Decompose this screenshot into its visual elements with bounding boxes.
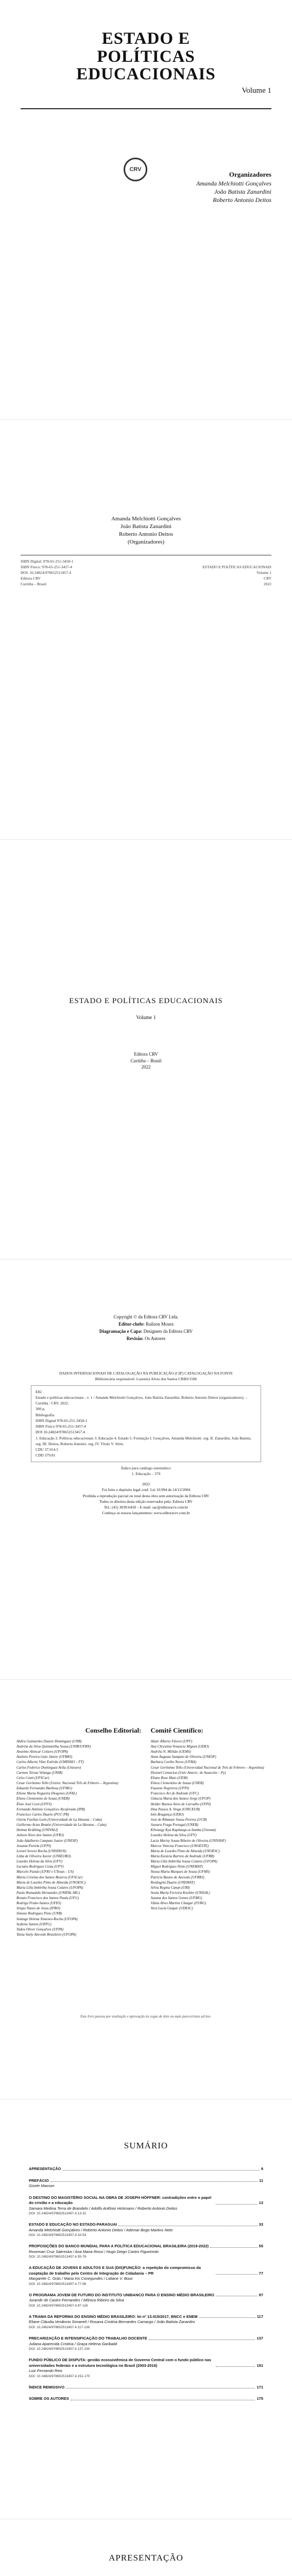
toc-page-number: 11	[259, 2178, 263, 2183]
toc-entry-doi: DOI: 10.24824/978652513457.4.151-170	[29, 2374, 90, 2378]
cover-title-line: POLÍTICAS	[97, 47, 195, 66]
catalog-record: DADOS INTERNACIONAIS DE CATALOGAÇÃO NA PUBLICAÇÃO (CIP) CATALOGAÇÃO NA FONTE Bibliotecária responsável: Luzenira Alves dos Santos CRB9/1506 E82 Estado e políticas educacionais - v. 1 / Amanda Melchiotti Gonçalves, João Batista Zanardini, Roberto Antonio Deitos (organizadores). – Curitiba : CRV, 2022. 300 p. Bibliografia ISBN Digital 978-65-251-3458-1 ISBN Físico 978-65-251-3457-4 DOI 10.24824/978652513457.4 1. Educação 2. Políticas educacionais 3. Educação 4. Estado 5. Formação I. Gonçalves, Amanda Melchiotti. org. II. Zanardini, João Batista. org. III. Deitos, Roberto Antonio. org. IV. Título V. Série. CDU 37.014.5 CDD 379.81 Índice para catálogo sistemático 1. Educação – 379	[31, 1370, 261, 1477]
scientific-committee-column	[151, 1726, 276, 1937]
toc-page-number: 33	[259, 2222, 263, 2227]
toc-entry-doi: DOI: 10.24824/978652513457.4.137-150	[29, 2347, 90, 2351]
copyright-page	[0, 1260, 292, 1680]
toc-entry-head	[29, 2265, 263, 2276]
toc-entry[interactable]	[29, 2385, 263, 2391]
committee-member: Marcos Vinicius Francisco (UNOESTE)	[150, 1843, 209, 1848]
credit-line: Editor-chefe: Railson Moura	[118, 1321, 174, 1327]
toc-entry-doi: DOI: 10.24824/978652513457.4.77-96	[29, 2282, 87, 2286]
committee-member: Ana Chrystina Venancio Mignot (UERJ)	[150, 1744, 209, 1749]
committee-member: Suzana dos Santos Gomes (UFMG)	[150, 1896, 202, 1901]
cover-title-line: EDUCACIONAIS	[76, 65, 216, 84]
toc-entry-head	[29, 2314, 263, 2320]
toc-entry-doi: DOI: 10.24824/978652513457.4.55-76	[29, 2255, 87, 2259]
toc-entry[interactable]	[29, 2244, 263, 2259]
peer-review-note: Este livro passou por avaliação e aprovação às cegas de dois ou mais pareceristas ad hoc.	[80, 2014, 212, 2019]
board-member: Leonel Severo Rocha (UNISINOS)	[16, 1849, 66, 1853]
toc-entry[interactable]	[29, 2166, 263, 2172]
publisher-info: Editora CRV Curitiba – Brasil 2022	[130, 1052, 162, 1070]
toc-entry-title: PREFÁCIO	[29, 2178, 49, 2183]
committee-member: Francisco Ari de Andrade (UFC)	[150, 1791, 199, 1796]
toc-entry-title: ÍNDICE REMISSIVO	[29, 2384, 65, 2389]
editorial-council-column	[16, 1726, 142, 1937]
board-member: Tadeu Oliver Gonçalves (UFPA)	[16, 1927, 64, 1931]
toc-entry[interactable]	[29, 2265, 263, 2286]
committee-member: Gláucia Maria dos Santos Jorge (UFOP)	[150, 1797, 211, 1801]
organizer-name: Roberto Antonio Deitos	[213, 196, 271, 204]
toc-leader	[199, 2317, 255, 2318]
committee-member: Fauston Negreiros (UFPI)	[150, 1786, 190, 1791]
summary-title: SUMÁRIO	[124, 2141, 168, 2150]
toc-entry[interactable]	[29, 2222, 263, 2238]
board-member: Gloria Fariñas León (Universidade de La Havana – Cuba)	[16, 1817, 102, 1822]
toc-page-number: 55	[259, 2244, 263, 2249]
isbn-row: Curitiba – Brasil 2022	[21, 581, 271, 586]
isbn-row: Editora CRV CRV	[21, 575, 271, 581]
toc-page-number: 137	[256, 2336, 263, 2341]
board-member: Solange Helena Ximenes-Rocha (UFOPA)	[16, 1917, 78, 1921]
title-page	[0, 840, 292, 1260]
board-member: Jailson Alves dos Santos (UFRJ)	[16, 1833, 64, 1838]
committee-member: Lucia Marisy Souza Ribeiro de Oliveira (UNIVASF)	[150, 1838, 226, 1843]
credit-line: Revisão: Os Autores	[126, 1335, 166, 1341]
toc-entry-title: FUNDO PÚBLICO DE DISPUTA: gestão ecossistêmica de Governo Central com o fundo público nas universidades federais e a estrutura tecnológica no Brasil (2003-2016)	[29, 2358, 212, 2368]
editorial-board-page	[0, 1680, 292, 2099]
toc-page-number: 9	[261, 2166, 263, 2171]
table-of-contents	[29, 2166, 263, 2408]
toc-page-number: 151	[256, 2363, 263, 2368]
organizer-role: (Organizadores)	[127, 538, 165, 545]
toc-entry-head	[29, 2244, 263, 2249]
toc-page-number: 117	[256, 2314, 263, 2319]
committee-member: Míguel Rodrigues Netto (UNEMAT)	[150, 1865, 203, 1869]
toc-entry-authors: Jurandir de Castro Fernandes / Mônica Ribeiro da Silva	[29, 2298, 124, 2303]
isbn-row: ISBN Físico: 978-65-251-3457-4 ESTADO E POLÍTICAS EDUCACIONAIS	[21, 564, 271, 569]
toc-entry-doi: DOI: 10.24824/978652513457.4.33-54	[29, 2233, 87, 2238]
board-member: Carmen Tereza Velanga (UNIR)	[16, 1770, 63, 1775]
committee-member: Vânia Alves Martins Chaigar (FURG)	[150, 1901, 207, 1906]
toc-leader	[62, 2170, 259, 2171]
committee-member: Anna Augusta Sampaio de Oliveira (UNESP)	[150, 1755, 216, 1759]
board-member: Elizeu Clementino de Souza (UNEB)	[16, 1797, 70, 1801]
rights-block: 2022 Foi feito o depósito legal conf. Lei 10.994 de 14/12/2004 Proibida a reprodução parcial ou total desta obra sem autorização da Editora CRV Todos os direitos desta edição reservados pela: Editora CRV Tel.: (41) 3039-6418 – E-mail: sac@editoracrv.com.br Conheça os nossos lançamentos: www.editoracrv.com.br	[82, 1482, 210, 1516]
toc-entry-authors: Rosemari Cruz Sakreska / Ana Maria Rossi / Hugo Diego Castro Figueiredo	[29, 2249, 159, 2254]
committee-member: Patrícia Bastos de Azevedo (UFRRJ)	[150, 1875, 204, 1879]
board-member: Rodrigo Pratte-Santos (UFES)	[16, 1901, 61, 1906]
toc-entry-head	[29, 2222, 263, 2228]
board-member: Josania Portela (UFPI)	[16, 1843, 51, 1848]
committee-member: Vera Lucia Gaspar (UDESC)	[150, 1906, 193, 1911]
cover-organizers	[196, 170, 271, 204]
committee-member: Lourdes Helena da Silva (UFV)	[150, 1833, 197, 1838]
committee-member: Silvia Regina Canan (URI)	[150, 1885, 190, 1890]
committee-member: Rosângela Duarte (UNEMAT)	[150, 1880, 195, 1885]
board-member: Eduardo Fernandes Barbosa (UFMG)	[16, 1786, 73, 1791]
scientific-committee-heading: Comitê Científico:	[150, 1726, 203, 1734]
toc-entry-head	[29, 2396, 263, 2402]
publisher-logo-icon: CRV	[124, 158, 147, 181]
board-member: Guillermo Arias Beatón (Universidade de La Havana – Cuba)	[16, 1823, 107, 1827]
board-member: Aldira Guimarães Duarte Domínguez (UNB)	[16, 1739, 82, 1743]
toc-page-number: 97	[259, 2292, 263, 2297]
toc-leader	[216, 2274, 257, 2275]
committee-member: Sonia Maria Ferreira Koehler (UNISAL)	[150, 1890, 210, 1895]
toc-entry-authors: Luiz Fernando Reis	[29, 2368, 63, 2374]
catalog-librarian: Bibliotecária responsável: Luzenira Alves dos Santos CRB9/1506	[95, 1377, 197, 1382]
committee-member: Diosnel Centurion (Univ Americ. de Asunción – Py)	[150, 1770, 226, 1775]
toc-entry[interactable]	[29, 2396, 263, 2402]
toc-entry-head	[29, 2166, 263, 2172]
board-member: Sydione Santos (UEPG)	[16, 1922, 51, 1926]
board-member: Marcelo Paixão (UFRJ e UTexas – US)	[16, 1870, 74, 1874]
board-member: Élsio José Corá (UFFS)	[16, 1802, 52, 1806]
board-member: João Adalberto Campato Junior (UNESP)	[16, 1838, 78, 1843]
toc-entry-title: PRECARIZAÇÃO E INTENSIFICAÇÃO DO TRABALHO DOCENTE	[29, 2336, 147, 2341]
book-title: ESTADO E POLÍTICAS EDUCACIONAIS	[69, 997, 223, 1005]
committee-member: Inês Bragança (UERJ)	[150, 1812, 184, 1817]
toc-entry-title: A TRAMA DA REFORMA DO ENSINO MÉDIO BRASILEIRO: lei nº 13.415/2017, BNCC e ENEM	[29, 2314, 198, 2319]
toc-entry-head	[29, 2195, 263, 2206]
committee-member: Kilwangy Kya Kapitango-a-Samba (Unemat)	[150, 1828, 216, 1833]
board-member: Maria Lília Imbiriba Sousa Colares (UFOPA)	[16, 1885, 83, 1890]
toc-entry-title: O PROGRAMA JOVEM DE FUTURO DO INSTITUTO UNIBANCO PARA O ENSINO MÉDIO BRASILEIRO	[29, 2292, 215, 2297]
toc-entry-authors: Margarete C. Grás / Maria Iris Conegundes / Lidiane V. Bouc	[29, 2276, 133, 2281]
committee-member: Barbara Coelho Neves (UFBA)	[150, 1760, 196, 1765]
toc-entry-head	[29, 2178, 263, 2184]
toc-entry-head	[29, 2358, 263, 2368]
board-member: Fernando Antônio Gonçalves Alcoforado (IPB)	[16, 1807, 85, 1811]
board-member: Andréia da Silva Quintanilha Sousa (UNIR/UFRN)	[16, 1744, 91, 1749]
organizer-name: João Batista Zanardini	[214, 188, 271, 195]
toc-entry-authors: Eliane Cláudia Venâncio Simaneli / Rosana Cristina Bernardes Camargo / João Batista Zanardini	[29, 2319, 195, 2325]
committee-member: Jussara Fraga Portugal (UNEB)	[150, 1823, 198, 1827]
organizer-name: Amanda Melchiotti Gonçalves	[196, 179, 271, 187]
toc-leader	[50, 2181, 257, 2182]
editorial-council-heading: Conselho Editorial:	[85, 1726, 142, 1734]
toc-entry-doi: DOI: 10.24824/978652513457.4.13-32	[29, 2212, 87, 2215]
committee-member: Cesar Gerônimo Tello (Universidad Nacional de Três de Febrero – Argentina)	[150, 1765, 264, 1770]
presentation-title: APRESENTAÇÃO	[109, 2553, 183, 2563]
board-member: Celso Conti (UFSCar)	[16, 1775, 49, 1780]
credits-block	[0, 1314, 292, 1343]
committee-member: Altair Alberto Fávero (UPF)	[150, 1739, 193, 1743]
toc-entry-authors: Juliana Aparecida Cristina / Graça Helena Garibaldi	[29, 2341, 117, 2346]
toc-entry-doi: DOI: 10.24824/978652513457.4.97-116	[29, 2303, 88, 2308]
board-member: Cesar Gerônimo Tello (Univer. Nacional Três de Febrero – Argentina)	[16, 1781, 118, 1785]
board-member: Tania Suely Azevedo Brasileiro (UFOPA)	[16, 1933, 76, 1937]
cover-volume: Volume 1	[242, 86, 271, 95]
board-member: Antônio Pereira Gaio Júnior (UFRRJ)	[16, 1755, 73, 1759]
board-member: Carlos Alberto Vilar Estêvão (UMINHO – PT)	[16, 1760, 84, 1765]
toc-entry-head	[29, 2293, 263, 2298]
board-member: Francisco Carlos Duarte (PUC-PR)	[16, 1812, 70, 1817]
committee-member: Elizeu Clementino de Souza (UNEB)	[150, 1781, 204, 1785]
toc-entry[interactable]	[29, 2314, 263, 2330]
toc-entry[interactable]	[29, 2195, 263, 2216]
isbn-row: ISBN Digital: 978-65-251-3458-1	[21, 559, 74, 564]
toc-leader	[216, 2366, 255, 2367]
table-of-contents-page	[0, 2099, 292, 2519]
toc-entry-head	[29, 2336, 263, 2342]
board-member: Elione Maria Nogueira Diogenes (UFAL)	[16, 1791, 77, 1796]
committee-member: Helder Buenos Aires de Carvalho (UFPI)	[150, 1802, 211, 1806]
editorial-board	[16, 1726, 276, 1937]
toc-page-number: 175	[256, 2396, 263, 2401]
cover-page	[0, 0, 292, 420]
toc-entry-title: ESTADO E EDUCAÇÃO NO ESTADO-PARAGUAI	[29, 2222, 117, 2227]
organizer-name: Roberto Antonio Deitos	[118, 531, 174, 537]
toc-entry-title: SOBRE OS AUTORES	[29, 2396, 69, 2401]
board-member: Carlos Federico Dominguez Avila (Unieuro)	[16, 1765, 81, 1770]
half-title-page	[0, 420, 292, 840]
toc-entry-title: A EDUCAÇÃO DE JOVENS E ADULTOS E SUA (DIS)FUNÇÃO: a repetição do compromisso da cooptação de trabalho pelo Centro de Integração de Cidadania – PR	[29, 2265, 201, 2276]
toc-entry-authors: Samara Medina Terra de Brandelo / Adolfo Antônio Hickmann / Roberto Antonio Deitos	[29, 2206, 178, 2211]
cover-title	[21, 30, 271, 83]
board-member: Lídia de Oliveira Xavier (UNIEURO)	[16, 1854, 71, 1858]
committee-member: Maria de Lourdes Pinto de Almeida (UNOESC)	[150, 1849, 220, 1853]
board-member: Maria de Lourdes Pinto de Almeida (UNOESC)	[16, 1880, 86, 1885]
presentation-page	[0, 2519, 292, 2576]
toc-entry[interactable]	[29, 2293, 263, 2308]
cover-title-line: ESTADO E	[101, 29, 191, 48]
board-member: Paulo Romualdo Hernandes (UNIFAL-MG)	[16, 1890, 80, 1895]
board-member: Maria Cristina dos Santos Bezerra (UFSCar)	[16, 1875, 83, 1879]
committee-member: Maria Eurácia Barreto de Andrade (UFRB)	[150, 1854, 214, 1858]
organizer-name: Amanda Melchiotti Gonçalves	[111, 516, 181, 522]
copyright-line: Copyright © da Editora CRV Ltda.	[113, 1314, 179, 1319]
board-member: Anselmo Alencar Colares (UFOPA)	[16, 1750, 68, 1754]
organizer-list	[0, 515, 292, 546]
board-member: Lourdes Helena da Silva (UFV)	[16, 1859, 63, 1864]
board-member: Sérgio Nunes de Jesus (IFRO)	[16, 1906, 60, 1911]
catalog-heading: DADOS INTERNACIONAIS DE CATALOGAÇÃO NA PUBLICAÇÃO (CIP) CATALOGAÇÃO NA FONTE	[59, 1371, 233, 1376]
isbn-row: DOI: 10.24824/978652513457.4 Volume 1	[21, 570, 271, 575]
toc-entry[interactable]	[29, 2178, 263, 2189]
toc-entry-authors: Gisele Masson	[29, 2183, 55, 2188]
toc-entry-title: O DESTINO DO MAGISTÉRIO SOCIAL NA OBRA DE JOSEPH HÖFFNER: contradições entre o papel do cristão e a educação	[29, 2195, 212, 2205]
board-member: Helmut Krähling (UNIVALI)	[16, 1828, 58, 1833]
isbn-block	[21, 559, 271, 587]
toc-page-number: 13	[259, 2200, 263, 2205]
board-member: Simone Rodrigues Pinto (UNB)	[16, 1911, 62, 1916]
toc-entry-title: APRESENTAÇÃO	[29, 2166, 61, 2171]
committee-member: Maria Lília Imbiriba Sousa Colares (UFOPA)	[150, 1859, 217, 1864]
toc-page-number: 171	[256, 2384, 263, 2389]
toc-entry[interactable]	[29, 2358, 263, 2379]
committee-member: Neusa Maria Marques de Souza (UFMS)	[150, 1870, 210, 1874]
committee-member: José de Ribamar Sousa Pereira (UCB)	[150, 1817, 207, 1822]
committee-member: Ilma Passos A. Veiga (UNICEUB)	[150, 1807, 200, 1811]
toc-entry-doi: DOI: 10.24824/978652513457.4.117-136	[29, 2325, 90, 2329]
credit-line: Diagramação e Capa: Designers da Editora CRV	[99, 1328, 193, 1334]
organizer-name: João Batista Zanardini	[121, 523, 171, 530]
board-member: Luciano Rodrigues Costa (UFV)	[16, 1865, 64, 1869]
toc-leader	[216, 2204, 257, 2205]
toc-entry-authors: Amanda Melchiotti Gonçalves / Roberto Antonio Deitos / Ademar Bogo Martins Neto	[29, 2227, 173, 2232]
board-member: Renato Francisco dos Santos Paula (UFG)	[16, 1896, 79, 1901]
toc-entry-title: PROPOSIÇÕES DO BANCO MUNDIAL PARA A POLÍTICA EDUCACIONAL BRASILEIRA (2019-2022)	[29, 2244, 209, 2249]
committee-member: Andréia N. Militão (UEMS)	[150, 1750, 191, 1754]
catalog-box: E82 Estado e políticas educacionais - v. 1 / Amanda Melchiotti Gonçalves, João Batista Zanardini, Roberto Antonio Deitos (organizadores). – Curitiba : CRV, 2022. 300 p. Bibliografia ISBN Digital 978-65-251-3458-1 ISBN Físico 978-65-251-3457-4 DOI 10.24824/978652513457.4 1. Educação 2. Políticas educacionais 3. Educação 4. Estado 5. Formação I. Gonçalves, Amanda Melchiotti. org. II. Zanardini, João Batista. org. III. Deitos, Roberto Antonio. org. IV. Título V. Série. CDU 37.014.5 CDD 379.81	[31, 1385, 261, 1462]
toc-entry-head	[29, 2385, 263, 2391]
organizers-heading: Organizadores	[229, 171, 271, 178]
toc-page-number: 77	[259, 2270, 263, 2276]
toc-entry[interactable]	[29, 2336, 263, 2351]
committee-member: Eliane Rose Maio (UEM)	[150, 1775, 188, 1780]
book-volume: Volume 1	[136, 1015, 156, 1021]
toc-leader	[210, 2247, 257, 2248]
cover-divider	[21, 108, 271, 109]
